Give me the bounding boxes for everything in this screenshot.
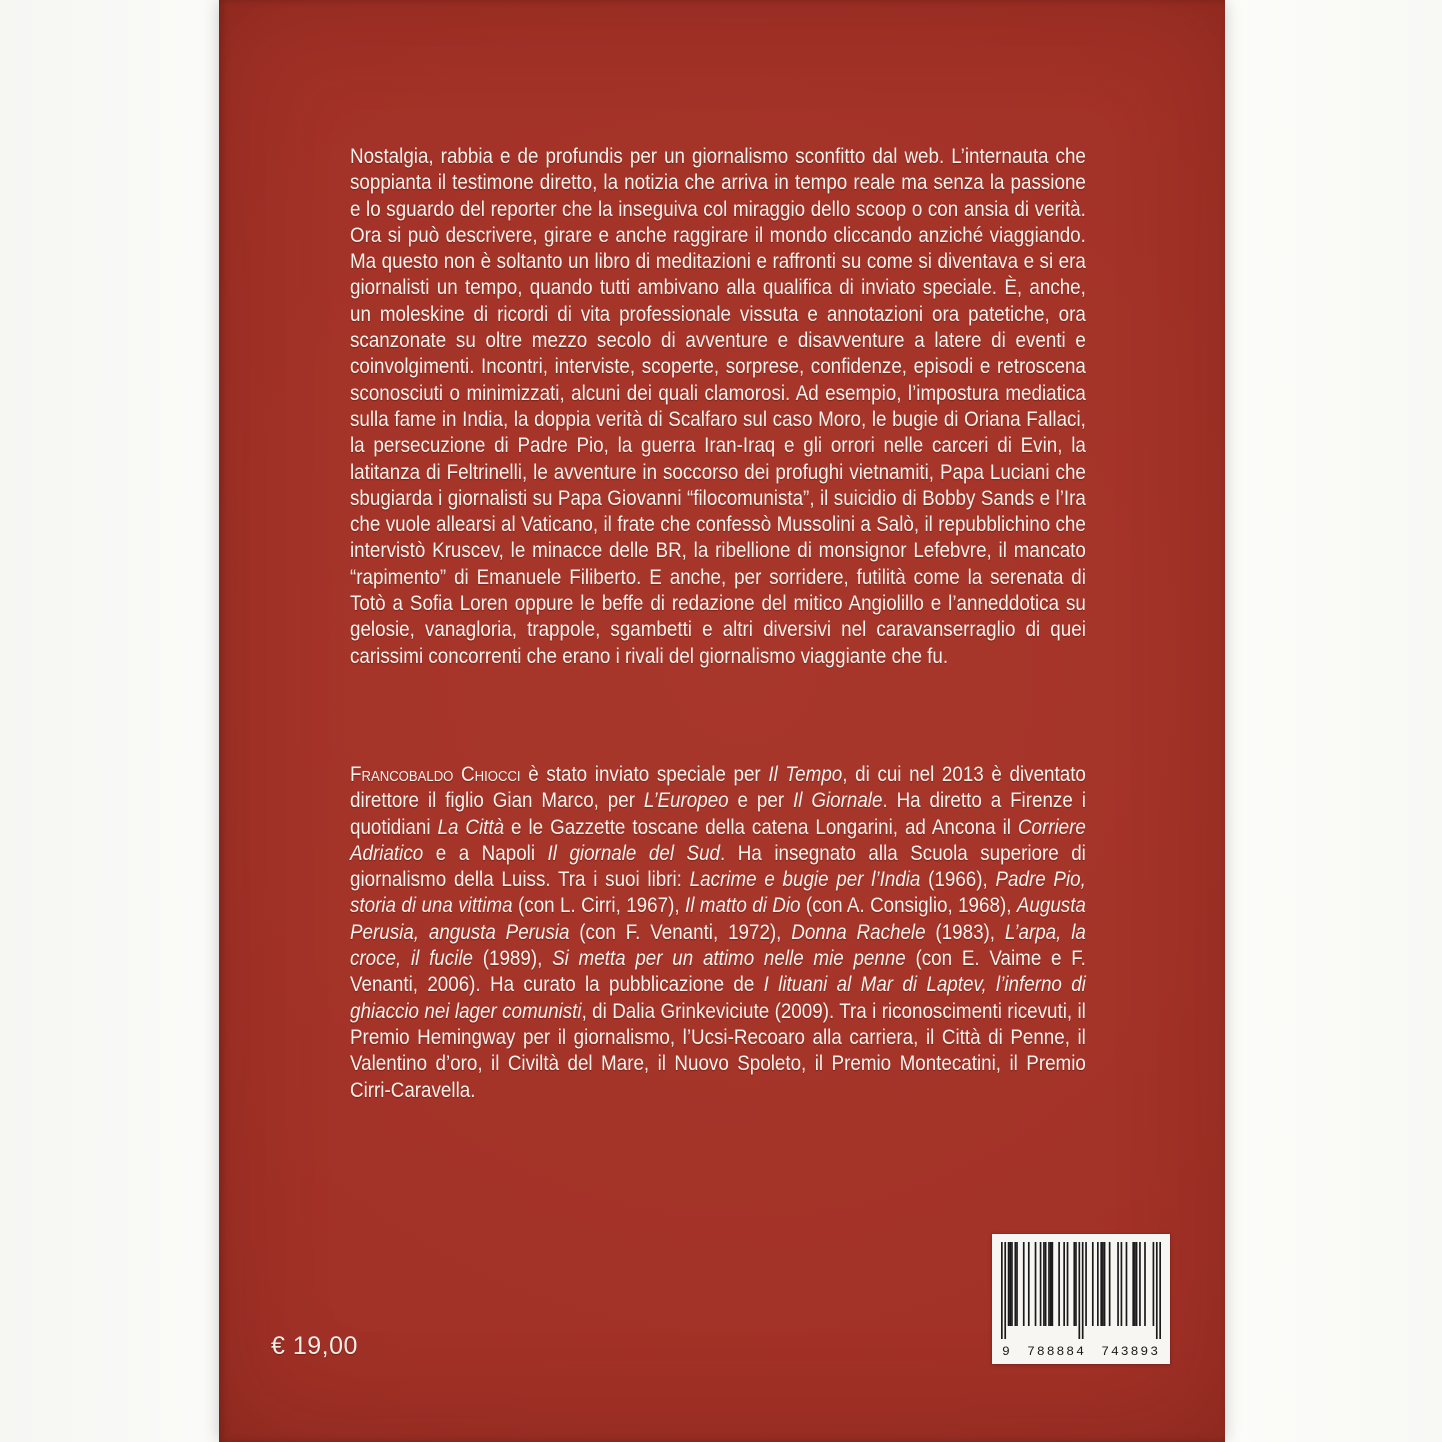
price-label: € 19,00 bbox=[271, 1332, 358, 1360]
book-back-cover bbox=[219, 0, 1225, 1442]
barcode-bars bbox=[1001, 1242, 1161, 1342]
author-bio-paragraph: Francobaldo Chiocci è stato inviato speciale per Il Tempo, di cui nel 2013 è diventato direttore il figlio Gian Marco, per L’Europeo e per Il Giornale. Ha diretto a Firenze i quotidiani La Città e le Gazzette toscane della catena Longarini, ad Ancona il Corriere Adriatico e a Napoli Il giornale del Sud. Ha insegnato alla Scuola superiore di giornalismo della Luiss. Tra i suoi libri: Lacrime e bugie per l’India (1966), Padre Pio, storia di una vittima (con L. Cirri, 1967), Il matto di Dio (con A. Consiglio, 1968), Augusta Perusia, angusta Perusia (con F. Venanti, 1972), Donna Rachele (1983), L’arpa, la croce, il fucile (1989), Si metta per un attimo nelle mie penne (con E. Vaime e F. Venanti, 2006). Ha curato la pubblicazione de I lituani al Mar di Laptev, l’inferno di ghiaccio nei lager comunisti, di Dalia Grinkeviciute (2009). Tra i riconoscimenti ricevuti, il Premio Hemingway per il giornalismo, l’Ucsi-Recoaro alla carriera, il Città di Penne, il Valentino d’oro, il Civiltà del Mare, il Nuovo Spoleto, il Premio Montecatini, il Premio Cirri-Caravella. bbox=[350, 762, 1086, 1102]
barcode-digit-group: 9 bbox=[1002, 1344, 1012, 1359]
barcode-digit-group: 743893 bbox=[1101, 1344, 1160, 1359]
barcode bbox=[992, 1234, 1170, 1364]
barcode-number bbox=[992, 1344, 1170, 1359]
barcode-digit-group: 788884 bbox=[1027, 1344, 1086, 1359]
synopsis-paragraph: Nostalgia, rabbia e de profundis per un giornalismo sconfitto dal web. L’internauta che soppianta il testimone diretto, la notizia che arriva in tempo reale ma senza la passione e lo sguardo del reporter che la inseguiva col miraggio dello scoop o con ansia di verità. Ora si può descrivere, girare e anche raggirare il mondo cliccando anziché viaggiando. Ma questo non è soltanto un libro di meditazioni e raffronti su come si diventava e si era giornalisti un tempo, quando tutti ambivano alla qualifica di inviato speciale. È, anche, un moleskine di ricordi di vita professionale vissuta e annotazioni ora patetiche, ora scanzonate su oltre mezzo secolo di avventure e disavventure a latere di eventi e coinvolgimenti. Incontri, interviste, scoperte, sorprese, confidenze, episodi e retroscena sconosciuti o minimizzati, alcuni dei quali clamorosi. Ad esempio, l’impostura mediatica sulla fame in India, la doppia verità di Scalfaro sul caso Moro, le bugie di Oriana Fallaci, la persecuzione di Padre Pio, la guerra Iran-Iraq e gli orrori nelle carceri di Evin, la latitanza di Feltrinelli, le avventure in soccorso dei profughi vietnamiti, Papa Luciani che sbugiarda i giornalisti su Papa Giovanni “filocomunista”, il suicidio di Bobby Sands e l’Ira che vuole allearsi al Vaticano, il frate che confessò Mussolini a Salò, il repubblichino che intervistò Kruscev, le minacce delle BR, la ribellione di monsignor Lefebvre, il mancato “rapimento” di Emanuele Filiberto. E anche, per sorridere, futilità come la serenata di Totò a Sofia Loren oppure le beffe di redazione del mitico Angiolillo e l’anneddotica su gelosie, vanagloria, trappole, sgambetti e altri diversivi nel caravanserraglio di quei carissimi concorrenti che erano i rivali del giornalismo viaggiante che fu. bbox=[350, 144, 1086, 668]
